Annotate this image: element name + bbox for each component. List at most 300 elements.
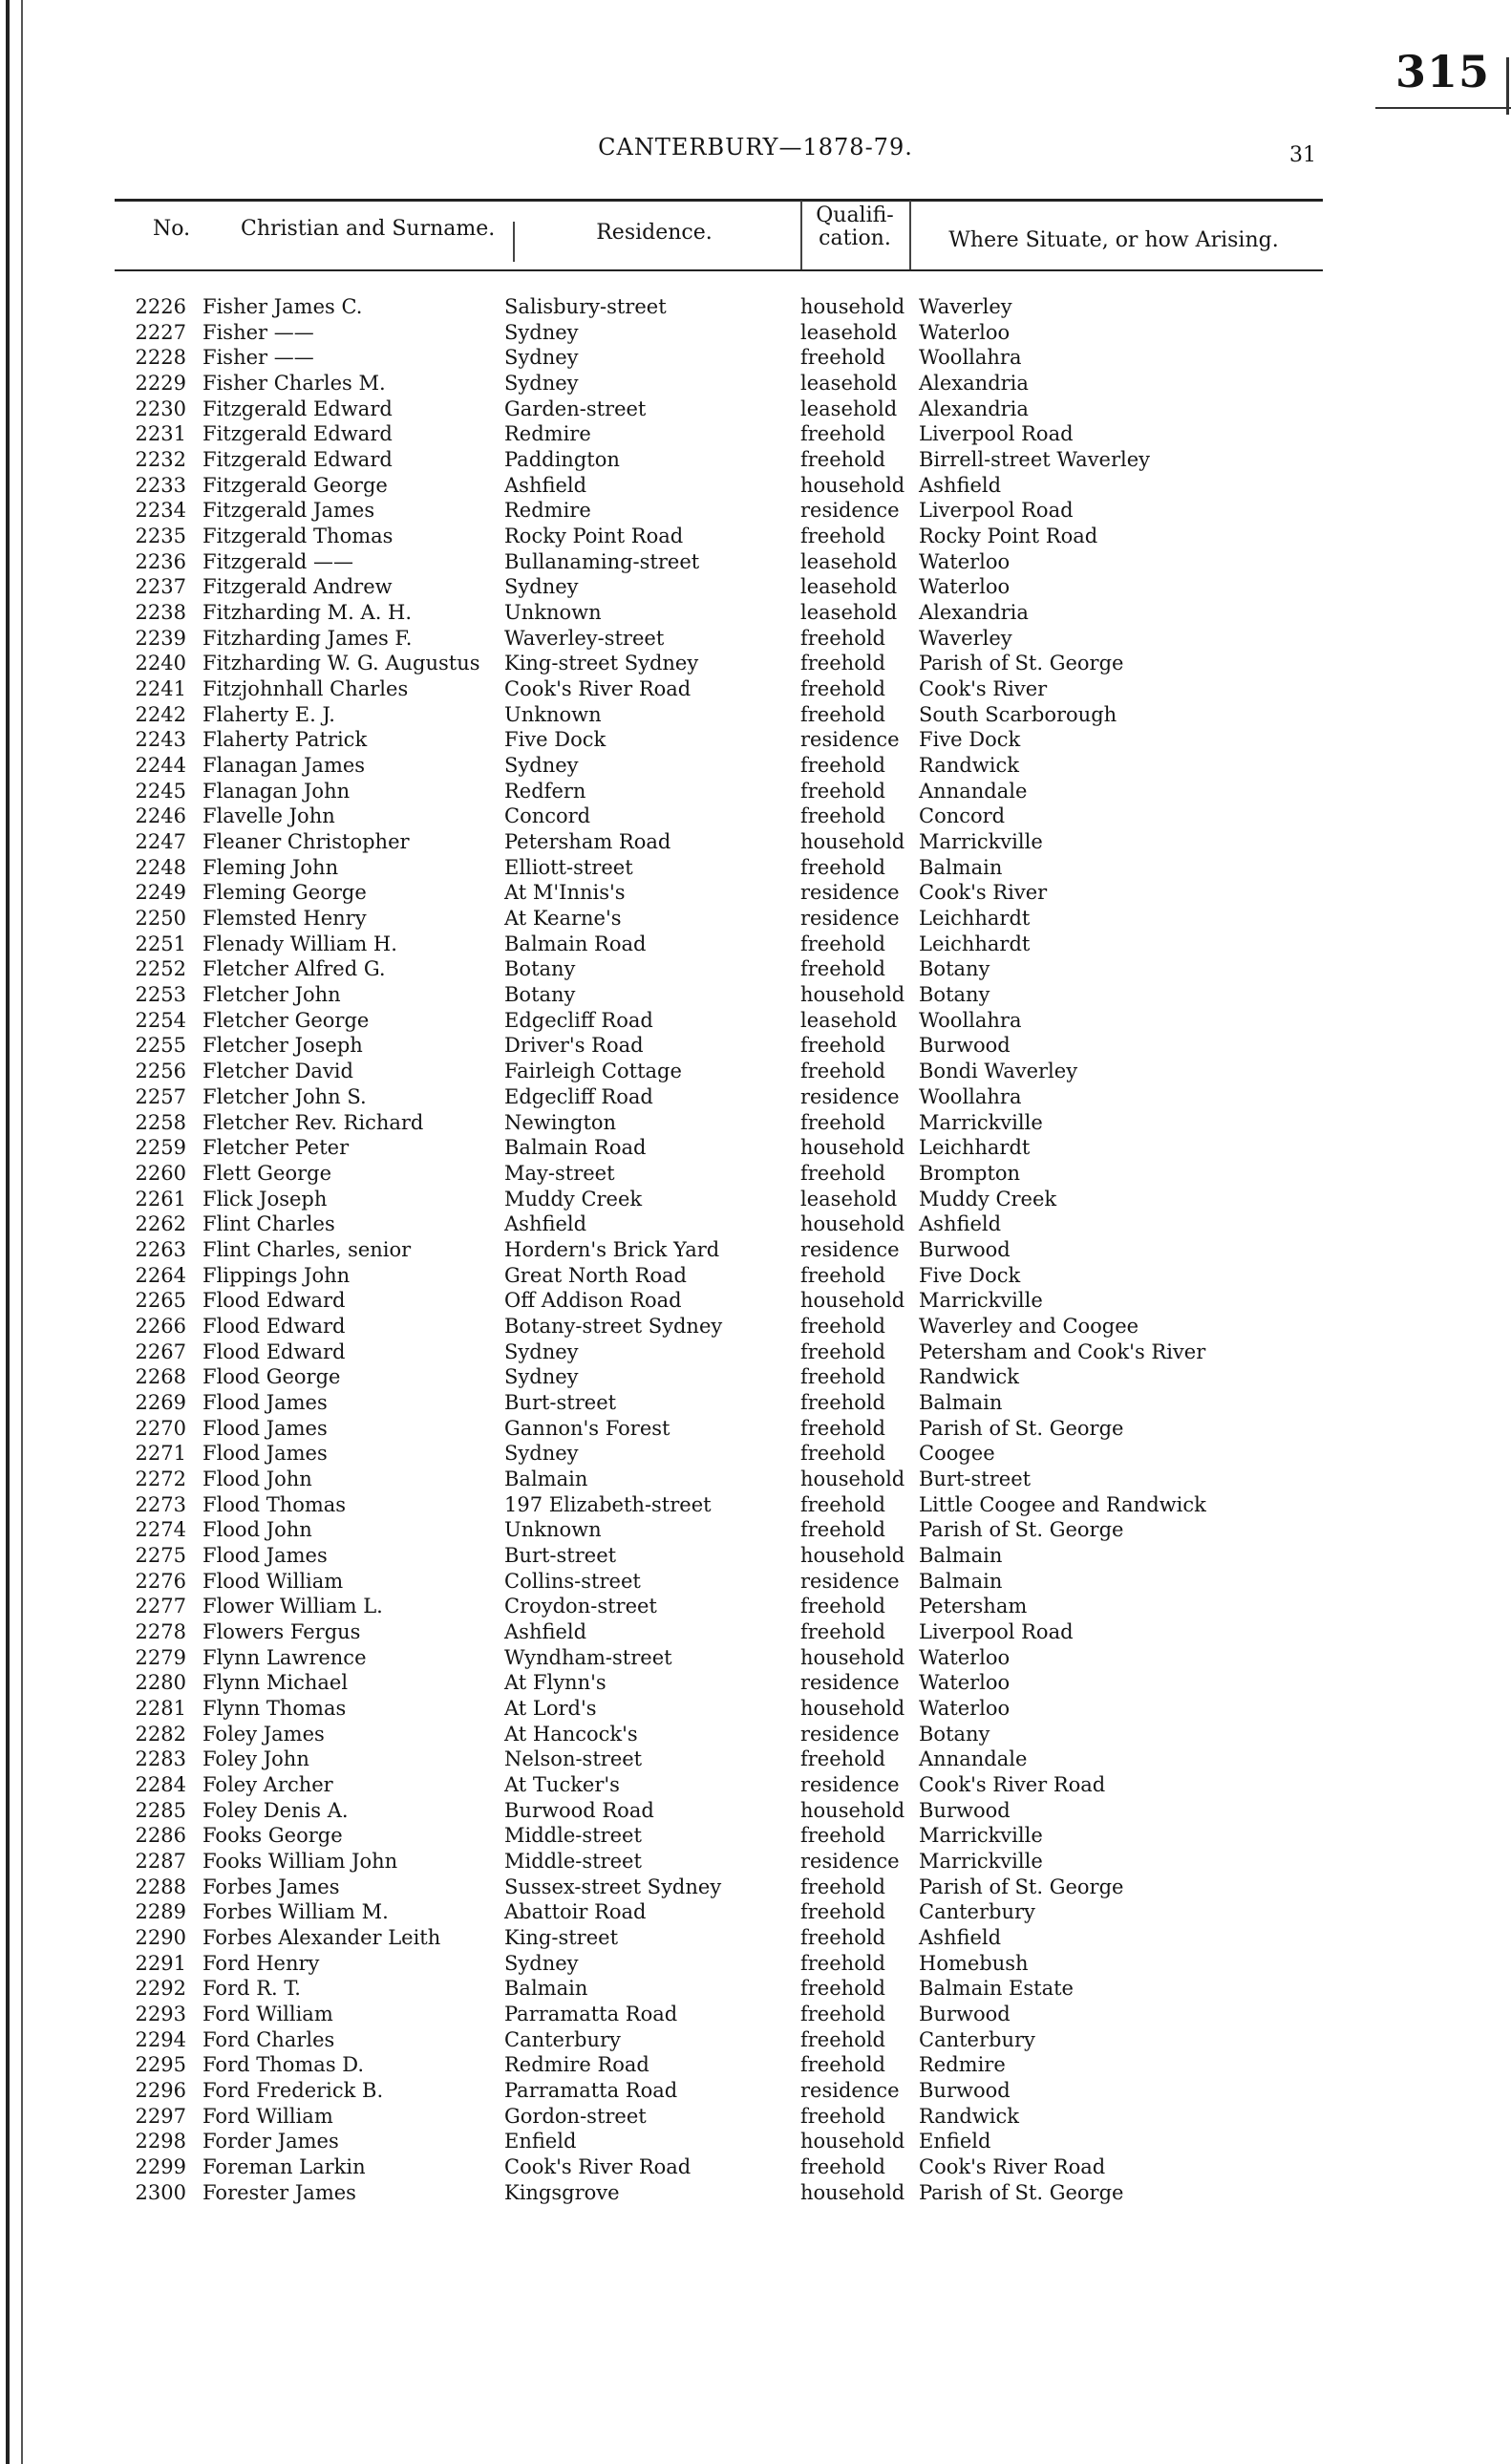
table-row (0, 600, 1511, 625)
elector-qualification: freehold (800, 1977, 885, 2001)
elector-qualification: freehold (800, 804, 885, 828)
table-row (0, 1849, 1511, 1874)
folio-number: 315 (1394, 46, 1490, 97)
elector-qualification: freehold (800, 957, 885, 981)
elector-where: Burt-street (919, 1467, 1032, 1490)
table-row (0, 1110, 1511, 1135)
table-row (0, 1517, 1511, 1542)
elector-where: Burwood (919, 1237, 1011, 1261)
elector-number: 2280 (135, 1671, 186, 1695)
elector-where: Balmain (919, 1569, 1003, 1593)
elector-name: Flood James (202, 1442, 328, 1466)
elector-name: Fletcher John S. (202, 1084, 367, 1108)
elector-name: Flett George (202, 1161, 332, 1185)
elector-number: 2293 (135, 2003, 186, 2026)
elector-number: 2267 (135, 1339, 186, 1363)
table-row (0, 1211, 1511, 1236)
elector-number: 2258 (135, 1110, 186, 1134)
elector-where: Birrell-street Waverley (919, 448, 1151, 472)
elector-qualification: freehold (800, 932, 885, 955)
table-row (0, 1237, 1511, 1262)
table-row (0, 1594, 1511, 1618)
elector-residence: Gannon's Forest (504, 1416, 670, 1440)
elector-residence: Croydon-street (504, 1595, 657, 1618)
elector-number: 2251 (135, 932, 186, 955)
elector-qualification: residence (800, 1084, 900, 1108)
elector-where: Canterbury (919, 2027, 1035, 2051)
elector-residence: Garden-street (504, 396, 647, 420)
elector-number: 2290 (135, 1926, 186, 1949)
elector-qualification: household (800, 1212, 905, 1236)
table-row (0, 803, 1511, 828)
elector-name: Fleming George (202, 881, 367, 905)
table-row (0, 651, 1511, 675)
page-number: 31 (1289, 143, 1316, 167)
header-qualification: Qualifi- cation. (816, 204, 894, 250)
table-row (0, 753, 1511, 778)
elector-residence: Sydney (504, 575, 579, 599)
elector-number: 2238 (135, 601, 186, 625)
elector-number: 2279 (135, 1645, 186, 1669)
elector-residence: Concord (504, 804, 591, 828)
elector-where: Cook's River (919, 677, 1048, 701)
elector-name: Fisher —— (202, 346, 314, 370)
elector-name: Flood John (202, 1467, 312, 1490)
elector-number: 2285 (135, 1798, 186, 1822)
elector-qualification: freehold (800, 626, 885, 650)
elector-residence: Sussex-street Sydney (504, 1875, 722, 1898)
elector-where: Homebush (919, 1951, 1029, 1975)
table-row (0, 421, 1511, 446)
elector-qualification: household (800, 830, 905, 854)
elector-where: Burwood (919, 1798, 1011, 1822)
table-row (0, 1772, 1511, 1797)
elector-where: Balmain (919, 1390, 1003, 1414)
elector-name: Flanagan James (202, 754, 366, 778)
elector-name: Flood James (202, 1416, 328, 1440)
elector-name: Fooks William John (202, 1849, 398, 1873)
elector-where: Waverley (919, 295, 1012, 318)
elector-residence: Gordon-street (504, 2104, 647, 2128)
elector-where: Cook's River (919, 881, 1048, 905)
elector-number: 2298 (135, 2130, 186, 2153)
elector-residence: Great North Road (504, 1263, 687, 1287)
elector-where: Parish of St. George (919, 1416, 1124, 1440)
elector-number: 2252 (135, 957, 186, 981)
header-rule-top (115, 199, 1323, 202)
elector-residence: Driver's Road (504, 1034, 644, 1058)
table-row (0, 1263, 1511, 1288)
elector-number: 2239 (135, 626, 186, 650)
elector-where: Woollahra (919, 1008, 1022, 1032)
table-row (0, 1696, 1511, 1721)
elector-number: 2250 (135, 907, 186, 931)
table-row (0, 1569, 1511, 1594)
elector-qualification: freehold (800, 1824, 885, 1848)
header-no: No. (153, 217, 191, 241)
table-row (0, 1084, 1511, 1109)
elector-number: 2244 (135, 754, 186, 778)
elector-number: 2278 (135, 1619, 186, 1643)
elector-number: 2254 (135, 1008, 186, 1032)
elector-qualification: freehold (800, 1619, 885, 1643)
elector-qualification: household (800, 2130, 905, 2153)
elector-number: 2266 (135, 1314, 186, 1338)
table-row (0, 2154, 1511, 2179)
elector-qualification: household (800, 1645, 905, 1669)
elector-number: 2231 (135, 422, 186, 446)
elector-where: Muddy Creek (919, 1187, 1057, 1211)
table-row (0, 1798, 1511, 1823)
elector-where: South Scarborough (919, 702, 1117, 726)
table-row (0, 1187, 1511, 1211)
elector-qualification: residence (800, 907, 900, 931)
elector-number: 2295 (135, 2053, 186, 2077)
elector-where: Alexandria (919, 396, 1029, 420)
elector-qualification: freehold (800, 1442, 885, 1466)
elector-residence: At Kearne's (504, 907, 622, 931)
elector-name: Flanagan John (202, 779, 351, 803)
elector-number: 2265 (135, 1289, 186, 1313)
elector-name: Fletcher David (202, 1060, 353, 1083)
elector-where: Randwick (919, 2104, 1019, 2128)
elector-name: Ford William (202, 2003, 333, 2026)
elector-residence: At Hancock's (504, 1722, 638, 1746)
elector-where: Botany (919, 983, 990, 1007)
elector-where: Leichhardt (919, 1136, 1031, 1160)
elector-number: 2291 (135, 1951, 186, 1975)
elector-qualification: leasehold (800, 1187, 898, 1211)
table-row (0, 294, 1511, 319)
elector-name: Flood John (202, 1518, 312, 1542)
elector-residence: Middle-street (504, 1849, 642, 1873)
table-row (0, 1823, 1511, 1848)
elector-qualification: freehold (800, 754, 885, 778)
elector-number: 2268 (135, 1365, 186, 1389)
elector-number: 2287 (135, 1849, 186, 1873)
elector-qualification: household (800, 1543, 905, 1567)
page-edge-right (1506, 57, 1509, 115)
table-row (0, 396, 1511, 421)
elector-residence: Burt-street (504, 1543, 617, 1567)
elector-name: Forbes Alexander Leith (202, 1926, 441, 1949)
elector-number: 2282 (135, 1722, 186, 1746)
elector-qualification: freehold (800, 1314, 885, 1338)
elector-qualification: household (800, 1467, 905, 1490)
elector-number: 2286 (135, 1824, 186, 1848)
elector-qualification: household (800, 473, 905, 497)
elector-where: Balmain (919, 1543, 1003, 1567)
table-row (0, 1976, 1511, 2001)
running-head: CANTERBURY—1878-79. (598, 134, 913, 161)
elector-name: Fletcher George (202, 1008, 370, 1032)
elector-residence: Off Addison Road (504, 1289, 682, 1313)
elector-number: 2237 (135, 575, 186, 599)
table-row (0, 1925, 1511, 1950)
elector-qualification: household (800, 1798, 905, 1822)
elector-number: 2261 (135, 1187, 186, 1211)
elector-where: Cook's River Road (919, 2155, 1106, 2179)
table-row (0, 1008, 1511, 1033)
elector-where: Randwick (919, 1365, 1019, 1389)
elector-list (0, 294, 1511, 2205)
elector-name: Flint Charles (202, 1212, 335, 1236)
elector-qualification: leasehold (800, 396, 898, 420)
elector-name: Flood George (202, 1365, 341, 1389)
elector-qualification: freehold (800, 1951, 885, 1975)
elector-where: Liverpool Road (919, 422, 1074, 446)
elector-name: Flynn Lawrence (202, 1645, 367, 1669)
elector-name: Flood Edward (202, 1289, 346, 1313)
elector-qualification: freehold (800, 779, 885, 803)
elector-qualification: freehold (800, 1492, 885, 1516)
elector-residence: Newington (504, 1110, 617, 1134)
elector-residence: Muddy Creek (504, 1187, 643, 1211)
table-row (0, 2104, 1511, 2129)
elector-qualification: residence (800, 1722, 900, 1746)
elector-qualification: household (800, 1289, 905, 1313)
elector-residence: Kingsgrove (504, 2180, 620, 2204)
elector-residence: Burt-street (504, 1390, 617, 1414)
elector-number: 2259 (135, 1136, 186, 1160)
elector-name: Fitzgerald Edward (202, 422, 393, 446)
elector-name: Fitzgerald —— (202, 549, 354, 573)
elector-where: Balmain (919, 855, 1003, 879)
elector-name: Flood Thomas (202, 1492, 347, 1516)
table-row (0, 1033, 1511, 1058)
table-row (0, 727, 1511, 752)
elector-number: 2234 (135, 499, 186, 523)
elector-qualification: freehold (800, 1060, 885, 1083)
elector-where: Waterloo (919, 549, 1011, 573)
elector-number: 2241 (135, 677, 186, 701)
elector-number: 2288 (135, 1875, 186, 1898)
elector-name: Flood James (202, 1543, 328, 1567)
elector-name: Fitzharding W. G. Augustus (202, 652, 480, 675)
table-row (0, 447, 1511, 472)
elector-number: 2263 (135, 1237, 186, 1261)
elector-number: 2256 (135, 1060, 186, 1083)
elector-number: 2292 (135, 1977, 186, 2001)
elector-number: 2270 (135, 1416, 186, 1440)
elector-name: Flood Edward (202, 1314, 346, 1338)
elector-qualification: residence (800, 1237, 900, 1261)
elector-residence: Sydney (504, 320, 579, 344)
elector-name: Fletcher Peter (202, 1136, 350, 1160)
elector-number: 2299 (135, 2155, 186, 2179)
elector-residence: Botany (504, 957, 576, 981)
elector-name: Fitzgerald Edward (202, 448, 393, 472)
elector-number: 2236 (135, 549, 186, 573)
table-row (0, 1135, 1511, 1160)
elector-residence: Ashfield (504, 473, 587, 497)
elector-residence: Unknown (504, 702, 602, 726)
table-row (0, 1364, 1511, 1389)
column-divider-3 (909, 201, 911, 269)
elector-residence: Redmire (504, 499, 591, 523)
table-row (0, 956, 1511, 981)
elector-residence: Cook's River Road (504, 2155, 692, 2179)
elector-where: Ashfield (919, 1212, 1002, 1236)
header-where: Where Situate, or how Arising. (948, 228, 1279, 252)
table-row (0, 320, 1511, 345)
elector-residence: Nelson-street (504, 1747, 643, 1771)
elector-name: Foley John (202, 1747, 309, 1771)
elector-where: Parish of St. George (919, 652, 1124, 675)
elector-number: 2249 (135, 881, 186, 905)
elector-residence: Canterbury (504, 2027, 621, 2051)
elector-number: 2294 (135, 2027, 186, 2051)
elector-qualification: leasehold (800, 320, 898, 344)
table-row (0, 2027, 1511, 2052)
elector-where: Marrickville (919, 1824, 1043, 1848)
elector-number: 2230 (135, 396, 186, 420)
elector-name: Fisher —— (202, 320, 314, 344)
table-row (0, 779, 1511, 803)
elector-where: Leichhardt (919, 932, 1031, 955)
elector-residence: Edgecliff Road (504, 1008, 653, 1032)
elector-name: Foley James (202, 1722, 325, 1746)
elector-name: Fletcher Alfred G. (202, 957, 386, 981)
elector-qualification: freehold (800, 1390, 885, 1414)
elector-qualification: household (800, 1696, 905, 1720)
elector-number: 2275 (135, 1543, 186, 1567)
elector-name: Flint Charles, senior (202, 1237, 412, 1261)
elector-number: 2257 (135, 1084, 186, 1108)
elector-residence: Bullanaming-street (504, 549, 700, 573)
table-row (0, 1390, 1511, 1415)
elector-name: Fleaner Christopher (202, 830, 410, 854)
elector-name: Ford Charles (202, 2027, 335, 2051)
elector-where: Woollahra (919, 1084, 1022, 1108)
elector-number: 2246 (135, 804, 186, 828)
elector-name: Forester James (202, 2180, 356, 2204)
elector-residence: At M'Innis's (504, 881, 626, 905)
elector-number: 2228 (135, 346, 186, 370)
table-row (0, 1492, 1511, 1517)
elector-residence: Burwood Road (504, 1798, 654, 1822)
elector-where: Brompton (919, 1161, 1021, 1185)
elector-where: Little Coogee and Randwick (919, 1492, 1206, 1516)
table-row (0, 371, 1511, 396)
elector-qualification: freehold (800, 448, 885, 472)
elector-number: 2247 (135, 830, 186, 854)
table-row (0, 549, 1511, 574)
elector-number: 2229 (135, 372, 186, 396)
elector-residence: May-street (504, 1161, 615, 1185)
elector-where: Canterbury (919, 1900, 1035, 1924)
elector-where: Randwick (919, 754, 1019, 778)
elector-where: Concord (919, 804, 1006, 828)
elector-residence: Five Dock (504, 728, 607, 752)
elector-number: 2243 (135, 728, 186, 752)
elector-residence: 197 Elizabeth-street (504, 1492, 712, 1516)
elector-qualification: freehold (800, 1263, 885, 1287)
elector-qualification: freehold (800, 1365, 885, 1389)
elector-qualification: residence (800, 499, 900, 523)
elector-qualification: residence (800, 1849, 900, 1873)
table-row (0, 1722, 1511, 1746)
elector-number: 2281 (135, 1696, 186, 1720)
elector-where: Waverley (919, 626, 1012, 650)
elector-name: Foley Archer (202, 1772, 333, 1796)
elector-qualification: residence (800, 1569, 900, 1593)
elector-name: Forbes James (202, 1875, 340, 1898)
elector-residence: Sydney (504, 1339, 579, 1363)
elector-residence: Hordern's Brick Yard (504, 1237, 720, 1261)
elector-where: Parish of St. George (919, 1875, 1124, 1898)
elector-where: Annandale (919, 779, 1028, 803)
elector-name: Fitzgerald Andrew (202, 575, 393, 599)
elector-qualification: residence (800, 1671, 900, 1695)
elector-number: 2274 (135, 1518, 186, 1542)
elector-qualification: freehold (800, 1416, 885, 1440)
elector-qualification: residence (800, 728, 900, 752)
elector-name: Flood Edward (202, 1339, 346, 1363)
table-row (0, 1899, 1511, 1924)
elector-number: 2284 (135, 1772, 186, 1796)
elector-name: Fitzgerald Thomas (202, 525, 394, 548)
table-row (0, 498, 1511, 523)
elector-where: Marrickville (919, 1110, 1043, 1134)
elector-qualification: leasehold (800, 1008, 898, 1032)
elector-number: 2232 (135, 448, 186, 472)
elector-number: 2253 (135, 983, 186, 1007)
elector-name: Fitzharding M. A. H. (202, 601, 413, 625)
elector-where: Annandale (919, 1747, 1028, 1771)
elector-qualification: household (800, 295, 905, 318)
table-row (0, 1441, 1511, 1466)
elector-name: Ford William (202, 2104, 333, 2128)
elector-qualification: freehold (800, 2053, 885, 2077)
elector-number: 2233 (135, 473, 186, 497)
elector-name: Fitzgerald Edward (202, 396, 393, 420)
elector-name: Flavelle John (202, 804, 335, 828)
elector-where: Petersham (919, 1595, 1028, 1618)
elector-qualification: freehold (800, 2155, 885, 2179)
elector-qualification: freehold (800, 1595, 885, 1618)
elector-residence: Collins-street (504, 1569, 641, 1593)
elector-where: Redmire (919, 2053, 1006, 2077)
elector-residence: Edgecliff Road (504, 1084, 653, 1108)
elector-where: Burwood (919, 1034, 1011, 1058)
elector-number: 2264 (135, 1263, 186, 1287)
elector-name: Flaherty Patrick (202, 728, 368, 752)
table-row (0, 855, 1511, 880)
elector-name: Fletcher John (202, 983, 341, 1007)
elector-residence: Rocky Point Road (504, 525, 684, 548)
elector-qualification: freehold (800, 2027, 885, 2051)
elector-name: Fooks George (202, 1824, 343, 1848)
elector-residence: Abattoir Road (504, 1900, 647, 1924)
elector-number: 2300 (135, 2180, 186, 2204)
elector-residence: At Tucker's (504, 1772, 620, 1796)
elector-where: Marrickville (919, 1849, 1043, 1873)
elector-qualification: residence (800, 881, 900, 905)
elector-qualification: household (800, 1136, 905, 1160)
elector-residence: Unknown (504, 601, 602, 625)
elector-name: Fisher James C. (202, 295, 363, 318)
elector-residence: Middle-street (504, 1824, 642, 1848)
elector-qualification: freehold (800, 1161, 885, 1185)
table-row (0, 2052, 1511, 2077)
elector-name: Flenady William H. (202, 932, 397, 955)
table-row (0, 524, 1511, 548)
elector-number: 2242 (135, 702, 186, 726)
elector-name: Flowers Fergus (202, 1619, 361, 1643)
elector-where: Burwood (919, 2003, 1011, 2026)
elector-number: 2283 (135, 1747, 186, 1771)
